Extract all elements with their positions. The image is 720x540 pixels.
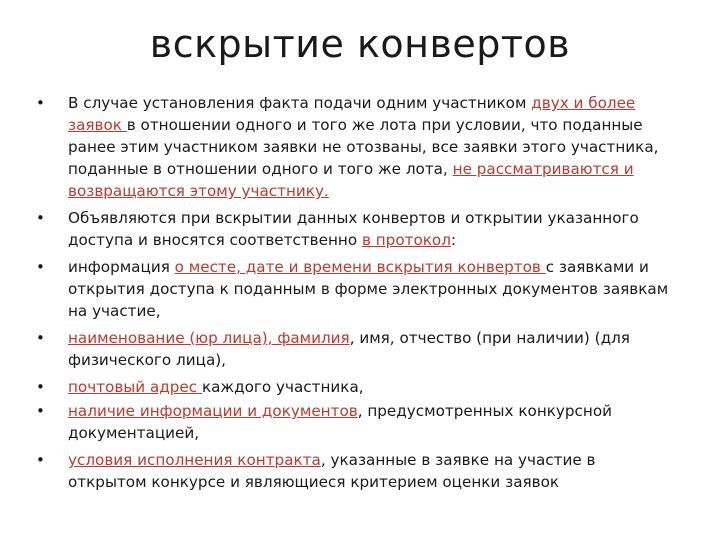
highlight-link[interactable]: условия исполнения контракта bbox=[68, 451, 321, 469]
bullet-dot-icon: • bbox=[36, 94, 45, 112]
bullet-dot-icon: • bbox=[36, 378, 45, 396]
bullet-item-1 bbox=[36, 92, 676, 202]
bullet-text: каждого участника, bbox=[201, 378, 364, 396]
bullet-item-7 bbox=[36, 449, 676, 493]
bullet-item-3 bbox=[36, 256, 676, 322]
bullet-dot-icon: • bbox=[36, 402, 45, 420]
bullet-text: , указанные в заявке на участие в открытом конкурсе и являющиеся критерием оценки заявок bbox=[68, 451, 596, 491]
slide-title: вскрытие конвертов bbox=[149, 22, 571, 66]
bullet-text: в отношении одного и того же лота при условии, что поданные ранее этим участником заявки не отозваны, все заявки этого участника, поданные в отношении одного и того же лота, bbox=[68, 116, 659, 178]
bullet-text: с заявками и открытия доступа к поданным в форме электронных документов заявкам на участие, bbox=[68, 258, 669, 320]
highlight-link[interactable]: двух и более заявок bbox=[68, 94, 636, 134]
bullet-dot-icon: • bbox=[36, 451, 45, 469]
bullet-text: информация bbox=[68, 258, 175, 276]
bullet-item-6 bbox=[36, 400, 676, 444]
bullet-text: , предусмотренных конкурсной документацией, bbox=[68, 402, 612, 442]
highlight-link[interactable]: о месте, дате и времени вскрытия конвертов bbox=[174, 258, 546, 276]
bullet-dot-icon: • bbox=[36, 209, 45, 227]
highlight-link[interactable]: наличие информации и документов bbox=[68, 402, 358, 420]
bullet-item-2 bbox=[36, 207, 676, 251]
bullet-text: , имя, отчество (при наличии) (для физического лица), bbox=[68, 329, 630, 369]
highlight-link[interactable]: не рассматриваются и возвращаются этому участнику. bbox=[68, 160, 634, 200]
bullet-item-4 bbox=[36, 327, 676, 371]
bullet-text: : bbox=[450, 231, 457, 249]
highlight-link[interactable]: в протокол bbox=[361, 231, 451, 249]
bullet-text: В случае установления факта подачи одним участником bbox=[68, 94, 532, 112]
bullet-dot-icon: • bbox=[36, 329, 45, 347]
highlight-link[interactable]: наименование (юр лица), фамилия bbox=[68, 329, 350, 347]
bullet-dot-icon: • bbox=[36, 258, 45, 276]
bullet-item-5 bbox=[36, 376, 676, 398]
highlight-link[interactable]: почтовый адрес bbox=[68, 378, 202, 396]
bullet-text: Объявляются при вскрытии данных конвертов и открытии указанного доступа и вносятся соответственно bbox=[68, 209, 639, 249]
bullet-list bbox=[36, 92, 676, 498]
